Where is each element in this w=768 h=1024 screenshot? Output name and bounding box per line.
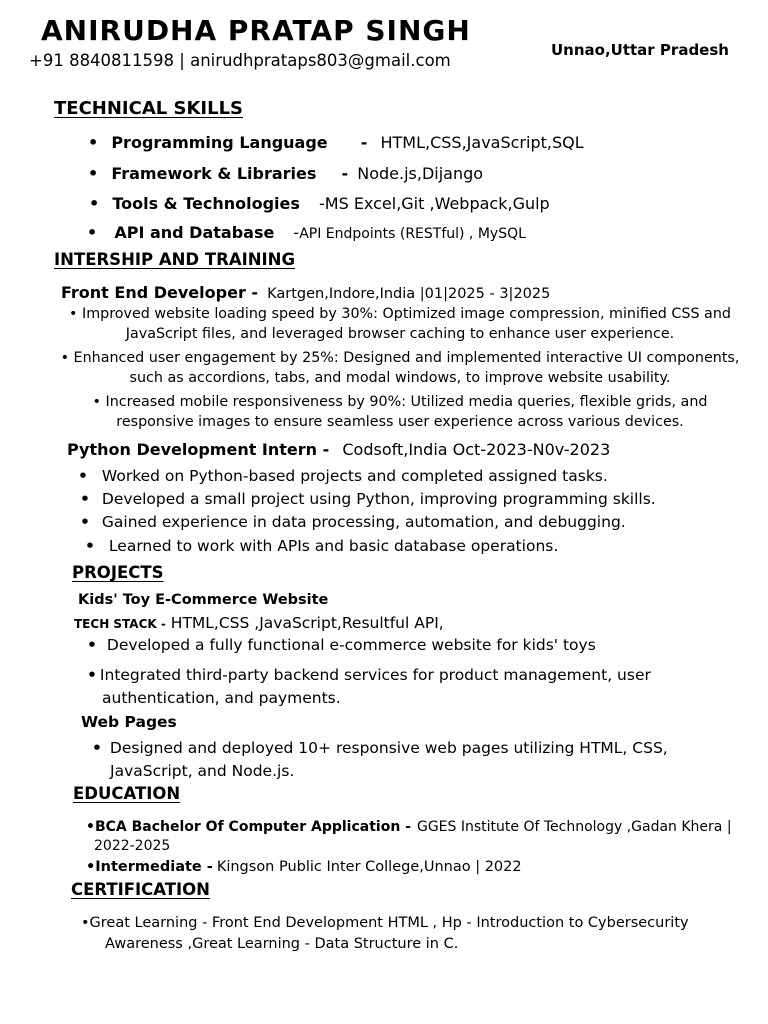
role-title: Python Development Intern - (67, 440, 330, 459)
bullet-paragraph (40, 304, 760, 344)
education-degree: BCA Bachelor Of Computer Application - (94, 819, 411, 835)
education-item: •Intermediate - Kingson Public Inter College,Unnao | 2022 (86, 859, 522, 875)
section-education: EDUCATION (73, 784, 181, 803)
bullet: • (80, 513, 90, 531)
section-technical-skills: TECHNICAL SKILLS (54, 98, 243, 119)
role-title: Front End Developer - (61, 283, 259, 302)
bullet-line: such as accordions, tabs, and modal windows, to improve website usability. (129, 370, 671, 386)
list-item (80, 513, 626, 531)
project-title: Kids' Toy E-Commerce Website (78, 592, 329, 608)
tech-stack-label: TECH STACK - (74, 617, 166, 631)
bullet: • (87, 636, 97, 654)
certification-line: •Great Learning - Front End Development HTML , Hp - Introduction to Cybersecurity (81, 915, 689, 931)
skill-separator: - (341, 164, 349, 183)
bullet: • (88, 164, 99, 183)
certification-line: Awareness ,Great Learning - Data Structure in C. (105, 936, 459, 952)
role-heading (61, 283, 550, 302)
skill-label: API and Database (114, 223, 275, 242)
bullet: • (88, 133, 99, 152)
candidate-name: ANIRUDHA PRATAP SINGH (41, 14, 471, 47)
bullet: • (89, 194, 100, 213)
bullet-line: • Increased mobile responsiveness by 90%: Utilized media queries, flexible grids, and (92, 394, 708, 410)
list-item (92, 737, 668, 783)
list-item (87, 664, 651, 710)
skill-separator: - (293, 223, 300, 242)
role-detail: Kartgen,Indore,India |01|2025 - 3|2025 (267, 286, 551, 302)
bullet: • (87, 666, 97, 684)
contact-line: +91 8840811598 | anirudhprataps803@gmail.com (29, 51, 451, 70)
skill-value: MS Excel,Git ,Webpack,Gulp (324, 194, 550, 213)
bullet: • (85, 537, 95, 555)
skill-separator: - (360, 133, 368, 152)
education-institution: GGES Institute Of Technology ,Gadan Khera | (416, 819, 732, 835)
list-item-text: Developed a small project using Python, improving programming skills. (101, 490, 656, 508)
education-item: •BCA Bachelor Of Computer Application - GGES Institute Of Technology ,Gadan Khera | 2022-2025 (86, 819, 732, 854)
skill-label: Programming Language (111, 133, 328, 152)
list-item-text: Designed and deployed 10+ responsive web pages utilizing HTML, CSS, (109, 739, 668, 757)
list-item-text: Worked on Python-based projects and completed assigned tasks. (101, 467, 608, 485)
skill-value: Node.js,Dijango (357, 164, 484, 183)
skill-value: API Endpoints (RESTful) , MySQL (299, 226, 526, 242)
bullet-paragraph (40, 348, 760, 388)
section-certification: CERTIFICATION (71, 880, 210, 899)
bullet: • (87, 223, 98, 242)
list-item-text: Integrated third-party backend services for product management, user (99, 666, 651, 684)
skill-item (88, 164, 483, 183)
bullet-line: • Improved website loading speed by 30%: Optimized image compression, minified CSS and (69, 306, 731, 322)
skill-value: HTML,CSS,JavaScript,SQL (380, 133, 584, 152)
section-projects: PROJECTS (72, 563, 164, 582)
bullet-line: JavaScript files, and leveraged browser caching to enhance user experience. (125, 326, 675, 342)
list-item-text: Developed a fully functional e-commerce website for kids' toys (106, 636, 596, 654)
education-degree: Intermediate - (95, 859, 213, 875)
education-institution: Kingson Public Inter College,Unnao | 2022 (216, 859, 522, 875)
bullet-line: responsive images to ensure seamless user experience across various devices. (116, 414, 684, 430)
list-item (87, 636, 596, 654)
skill-label: Framework & Libraries (111, 164, 317, 183)
bullet: • (92, 739, 102, 757)
list-item (80, 490, 656, 508)
certification-item (81, 913, 689, 955)
skill-item (87, 223, 526, 242)
section-internship: INTERSHIP AND TRAINING (54, 250, 296, 269)
role-heading (67, 440, 610, 459)
list-item-text: Gained experience in data processing, automation, and debugging. (101, 513, 626, 531)
education-years: 2022-2025 (94, 838, 171, 854)
list-item-text: authentication, and payments. (102, 689, 341, 707)
list-item (78, 467, 608, 485)
bullet-line: • Enhanced user engagement by 25%: Designed and implemented interactive UI components, (60, 350, 740, 366)
bullet-paragraph (40, 392, 760, 432)
list-item-text: JavaScript, and Node.js. (110, 762, 295, 780)
tech-stack-value: HTML,CSS ,JavaScript,Resultful API, (170, 614, 444, 632)
list-item-text: Learned to work with APIs and basic database operations. (108, 537, 559, 555)
skill-item (88, 133, 584, 152)
skill-separator: - (318, 194, 325, 213)
list-item (85, 537, 558, 555)
bullet: • (78, 467, 88, 485)
project-title: Web Pages (81, 713, 177, 731)
role-detail: Codsoft,India Oct-2023-N0v-2023 (342, 440, 611, 459)
bullet: • (80, 490, 90, 508)
tech-stack (74, 614, 444, 632)
location: Unnao,Uttar Pradesh (551, 41, 729, 59)
skill-item (89, 194, 550, 213)
skill-label: Tools & Technologies (112, 194, 300, 213)
